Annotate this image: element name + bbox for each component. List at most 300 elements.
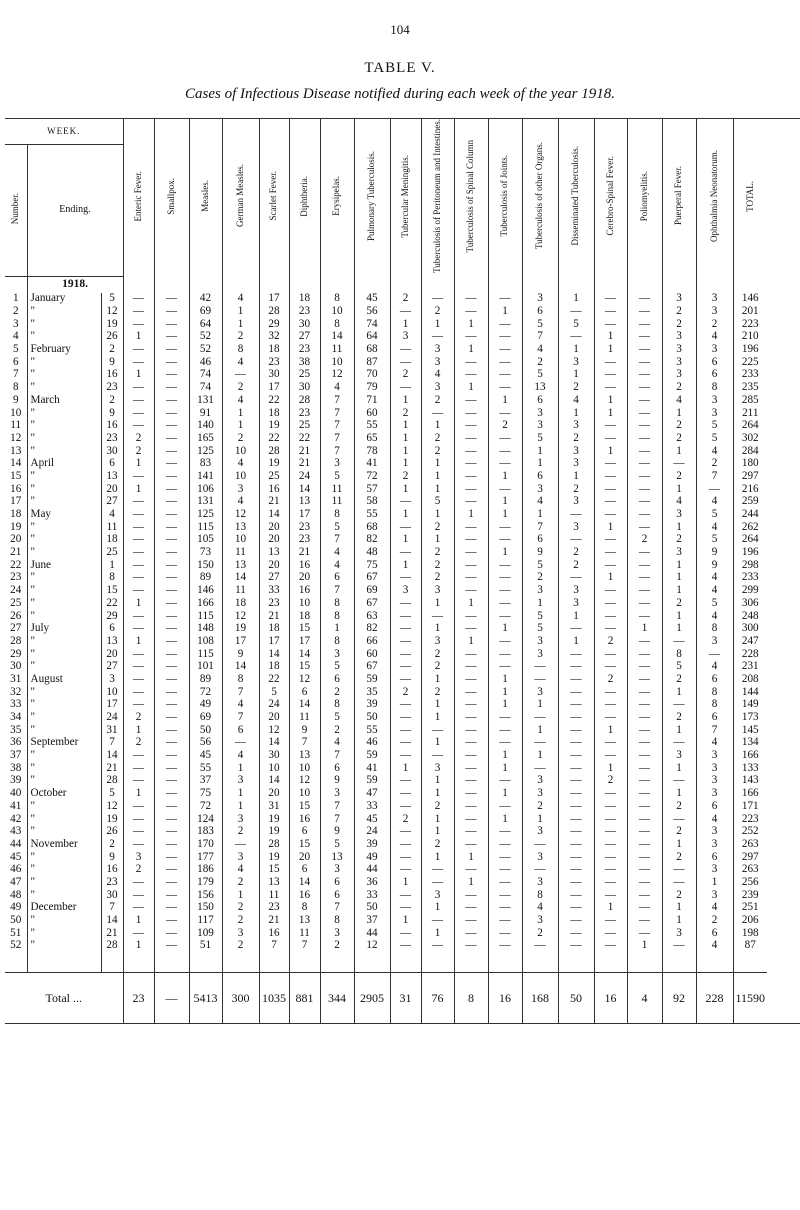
count-cell: 1 xyxy=(594,724,627,737)
count-cell: 1 xyxy=(421,622,454,635)
count-cell: 16 xyxy=(259,483,289,496)
count-cell: 4 xyxy=(696,610,733,623)
count-cell: 1 xyxy=(594,343,627,356)
count-cell: 3 xyxy=(522,787,558,800)
count-cell: — xyxy=(454,699,488,712)
count-cell: — xyxy=(123,521,154,534)
count-cell: 82 xyxy=(354,534,390,547)
count-cell: 3 xyxy=(696,787,733,800)
count-cell: — xyxy=(454,749,488,762)
count-cell: — xyxy=(488,724,522,737)
table-row xyxy=(5,914,800,927)
count-cell: 6 xyxy=(289,825,320,838)
count-cell: 82 xyxy=(354,622,390,635)
count-cell: 233 xyxy=(733,572,767,585)
count-cell: — xyxy=(627,749,662,762)
count-cell: — xyxy=(558,673,594,686)
count-cell: 2 xyxy=(662,534,696,547)
count-cell: 3 xyxy=(522,407,558,420)
count-cell: 7 xyxy=(320,394,354,407)
week-day: 18 xyxy=(101,534,123,547)
week-number: 46 xyxy=(10,863,22,876)
count-cell: — xyxy=(454,838,488,851)
count-cell: — xyxy=(662,458,696,471)
week-month: " xyxy=(27,470,101,483)
count-cell: 33 xyxy=(354,889,390,902)
count-cell: 57 xyxy=(354,483,390,496)
count-cell: 4 xyxy=(222,356,259,369)
count-cell: 50 xyxy=(354,711,390,724)
week-month: " xyxy=(27,483,101,496)
count-cell: 263 xyxy=(733,864,767,877)
table-row xyxy=(5,762,800,775)
week-day: 5 xyxy=(101,293,123,306)
count-cell: 35 xyxy=(354,686,390,699)
count-cell: 28 xyxy=(259,445,289,458)
count-cell: 63 xyxy=(354,610,390,623)
week-number: 48 xyxy=(10,888,22,901)
count-cell: 1 xyxy=(488,305,522,318)
table-row xyxy=(5,876,800,889)
count-cell: 2 xyxy=(522,927,558,940)
count-cell: 13 xyxy=(522,381,558,394)
count-cell: — xyxy=(627,724,662,737)
count-cell: — xyxy=(123,838,154,851)
week-month: " xyxy=(27,825,101,838)
count-cell: 1 xyxy=(222,889,259,902)
count-cell: — xyxy=(154,661,189,674)
count-cell: 1 xyxy=(627,940,662,953)
count-cell: 1 xyxy=(390,559,421,572)
count-cell: — xyxy=(594,305,627,318)
week-number: 31 xyxy=(10,673,22,685)
count-cell: 28 xyxy=(259,305,289,318)
count-cell: 7 xyxy=(320,584,354,597)
col-diphtheria: Diphtheria. xyxy=(289,119,320,277)
count-cell: 7 xyxy=(320,534,354,547)
count-cell: 5 xyxy=(421,496,454,509)
count-cell: 4 xyxy=(320,737,354,750)
count-cell: 11 xyxy=(289,927,320,940)
count-cell: — xyxy=(454,724,488,737)
count-cell: 10 xyxy=(320,356,354,369)
count-cell: 166 xyxy=(733,749,767,762)
count-cell: — xyxy=(154,940,189,953)
count-cell: — xyxy=(627,483,662,496)
total-cell: 31 xyxy=(390,973,421,1024)
week-number: 22 xyxy=(10,559,22,571)
count-cell: 24 xyxy=(289,470,320,483)
count-cell: — xyxy=(594,711,627,724)
count-cell: 1 xyxy=(662,762,696,775)
count-cell: 14 xyxy=(259,508,289,521)
count-cell: 7 xyxy=(320,419,354,432)
count-cell: 13 xyxy=(289,496,320,509)
count-cell: 1 xyxy=(488,749,522,762)
week-day: 17 xyxy=(101,699,123,712)
count-cell: — xyxy=(558,331,594,344)
count-cell: 22 xyxy=(259,394,289,407)
count-cell: 3 xyxy=(222,927,259,940)
week-number: 7 xyxy=(12,368,19,381)
count-cell: 2 xyxy=(320,724,354,737)
count-cell: 6 xyxy=(522,470,558,483)
count-cell: 16 xyxy=(289,813,320,826)
count-cell: — xyxy=(390,635,421,648)
count-cell: — xyxy=(627,369,662,382)
week-number: 40 xyxy=(10,787,22,800)
count-cell: 2 xyxy=(320,940,354,953)
count-cell: — xyxy=(662,699,696,712)
count-cell: — xyxy=(154,711,189,724)
count-cell: — xyxy=(123,699,154,712)
count-cell: — xyxy=(594,508,627,521)
week-month: " xyxy=(27,610,101,623)
count-cell: — xyxy=(627,813,662,826)
count-cell: — xyxy=(627,419,662,432)
col-total: TOTAL. xyxy=(733,119,767,277)
count-cell: 20 xyxy=(259,534,289,547)
count-cell: 1 xyxy=(390,914,421,927)
count-cell: 6 xyxy=(320,762,354,775)
count-cell: — xyxy=(454,356,488,369)
count-cell: 7 xyxy=(522,331,558,344)
count-cell: 5 xyxy=(696,597,733,610)
count-cell: — xyxy=(123,800,154,813)
count-cell: 2 xyxy=(662,673,696,686)
count-cell: 1 xyxy=(558,293,594,306)
count-cell: 299 xyxy=(733,584,767,597)
count-cell: — xyxy=(222,369,259,382)
count-cell: — xyxy=(454,673,488,686)
count-cell: — xyxy=(558,648,594,661)
count-cell: 1 xyxy=(488,622,522,635)
count-cell: 1 xyxy=(390,458,421,471)
count-cell: 231 xyxy=(733,661,767,674)
count-cell: 66 xyxy=(354,635,390,648)
count-cell: 12 xyxy=(259,724,289,737)
count-cell: — xyxy=(154,394,189,407)
count-cell: — xyxy=(488,825,522,838)
count-cell: 4 xyxy=(696,572,733,585)
count-cell: 1 xyxy=(662,787,696,800)
count-cell: 21 xyxy=(289,445,320,458)
count-cell: 2 xyxy=(390,293,421,306)
count-cell: 300 xyxy=(733,622,767,635)
count-cell: 7 xyxy=(289,737,320,750)
table-subtitle: Cases of Infectious Disease notified during each week of the year 1918. xyxy=(185,86,615,102)
count-cell: — xyxy=(627,293,662,306)
count-cell: 1 xyxy=(421,825,454,838)
count-cell: 4 xyxy=(696,496,733,509)
count-cell: — xyxy=(454,394,488,407)
count-cell: — xyxy=(627,851,662,864)
count-cell: 14 xyxy=(320,331,354,344)
count-cell: 2 xyxy=(594,635,627,648)
count-cell: 2 xyxy=(558,559,594,572)
count-cell: 143 xyxy=(733,775,767,788)
count-cell: 19 xyxy=(259,813,289,826)
count-cell: 5 xyxy=(696,419,733,432)
count-cell: 1 xyxy=(558,635,594,648)
count-cell: — xyxy=(594,838,627,851)
count-cell: — xyxy=(594,737,627,750)
count-cell: — xyxy=(627,331,662,344)
week-header: WEEK. xyxy=(5,119,123,145)
count-cell: — xyxy=(522,673,558,686)
count-cell: 4 xyxy=(222,699,259,712)
count-cell: 70 xyxy=(354,369,390,382)
total-cell: 8 xyxy=(454,973,488,1024)
count-cell: — xyxy=(558,864,594,877)
count-cell: 298 xyxy=(733,559,767,572)
week-month: November xyxy=(27,838,101,851)
count-cell: 115 xyxy=(189,648,222,661)
count-cell: 3 xyxy=(696,825,733,838)
week-day: 8 xyxy=(101,572,123,585)
count-cell: — xyxy=(390,381,421,394)
count-cell: — xyxy=(454,483,488,496)
count-cell: 9 xyxy=(289,724,320,737)
count-cell: — xyxy=(627,686,662,699)
count-cell: 1 xyxy=(662,572,696,585)
count-cell: — xyxy=(154,331,189,344)
week-month: October xyxy=(27,787,101,800)
count-cell: 2 xyxy=(390,407,421,420)
count-cell: — xyxy=(594,825,627,838)
count-cell: — xyxy=(154,597,189,610)
week-month: " xyxy=(27,940,101,953)
count-cell: 4 xyxy=(696,940,733,953)
count-cell: — xyxy=(594,559,627,572)
count-cell: — xyxy=(627,508,662,521)
week-day: 24 xyxy=(101,711,123,724)
week-month: " xyxy=(27,534,101,547)
table-row xyxy=(5,293,800,306)
count-cell: 1 xyxy=(662,559,696,572)
count-cell: 244 xyxy=(733,508,767,521)
count-cell: — xyxy=(123,622,154,635)
count-cell: 5 xyxy=(320,521,354,534)
count-cell: 211 xyxy=(733,407,767,420)
count-cell: 140 xyxy=(189,419,222,432)
count-cell: 13 xyxy=(289,749,320,762)
week-number: 12 xyxy=(10,432,22,444)
week-month: " xyxy=(27,686,101,699)
count-cell: — xyxy=(558,787,594,800)
count-cell: 50 xyxy=(354,902,390,915)
count-cell: 2 xyxy=(222,381,259,394)
count-cell: 1 xyxy=(558,407,594,420)
week-number: 24 xyxy=(10,584,22,597)
table-row xyxy=(5,470,800,483)
count-cell: 13 xyxy=(289,914,320,927)
count-cell: 3 xyxy=(522,825,558,838)
count-cell: 18 xyxy=(289,610,320,623)
count-cell: 6 xyxy=(696,356,733,369)
count-cell: — xyxy=(488,876,522,889)
count-cell: 18 xyxy=(259,622,289,635)
count-cell: 5 xyxy=(522,432,558,445)
count-cell: — xyxy=(154,521,189,534)
count-cell: 235 xyxy=(733,381,767,394)
table-row xyxy=(5,369,800,382)
count-cell: — xyxy=(390,775,421,788)
count-cell: — xyxy=(627,635,662,648)
count-cell: 8 xyxy=(320,597,354,610)
count-cell: — xyxy=(123,508,154,521)
count-cell: 15 xyxy=(289,800,320,813)
week-number: 32 xyxy=(10,685,22,698)
count-cell: — xyxy=(627,838,662,851)
count-cell: 20 xyxy=(259,559,289,572)
count-cell: — xyxy=(627,470,662,483)
count-cell: — xyxy=(594,432,627,445)
count-cell: 3 xyxy=(320,458,354,471)
count-cell: — xyxy=(558,775,594,788)
week-month: " xyxy=(27,876,101,889)
count-cell: 30 xyxy=(289,318,320,331)
total-cell: — xyxy=(154,973,189,1024)
week-day: 23 xyxy=(101,876,123,889)
count-cell: — xyxy=(594,356,627,369)
count-cell: — xyxy=(594,470,627,483)
count-cell: 1 xyxy=(421,483,454,496)
count-cell: 51 xyxy=(189,940,222,953)
count-cell: — xyxy=(594,699,627,712)
count-cell: 1 xyxy=(454,851,488,864)
count-cell: — xyxy=(488,559,522,572)
count-cell: 7 xyxy=(320,902,354,915)
count-cell: 4 xyxy=(222,394,259,407)
count-cell: — xyxy=(627,597,662,610)
count-cell: — xyxy=(390,800,421,813)
week-month: " xyxy=(27,419,101,432)
count-cell: 3 xyxy=(320,927,354,940)
week-number: 44 xyxy=(10,838,22,850)
week-number: 11 xyxy=(10,419,22,432)
count-cell: 1 xyxy=(421,534,454,547)
count-cell: 1 xyxy=(522,458,558,471)
week-number: 9 xyxy=(12,394,19,406)
week-number: 37 xyxy=(10,749,22,762)
count-cell: 39 xyxy=(354,838,390,851)
count-cell: 1 xyxy=(558,369,594,382)
count-cell: — xyxy=(488,293,522,306)
count-cell: — xyxy=(594,318,627,331)
count-cell: 1 xyxy=(123,724,154,737)
count-cell: — xyxy=(454,445,488,458)
count-cell: 2 xyxy=(662,419,696,432)
count-cell: — xyxy=(421,940,454,953)
count-cell: 3 xyxy=(662,331,696,344)
count-cell: — xyxy=(123,305,154,318)
count-cell: 2 xyxy=(123,864,154,877)
count-cell: 1 xyxy=(662,584,696,597)
count-cell: 2 xyxy=(222,876,259,889)
count-cell: — xyxy=(123,762,154,775)
count-cell: 7 xyxy=(320,432,354,445)
count-cell: 1 xyxy=(390,432,421,445)
count-cell: 72 xyxy=(189,686,222,699)
week-day: 21 xyxy=(101,927,123,940)
week-number: 21 xyxy=(10,546,22,559)
count-cell: 2 xyxy=(123,432,154,445)
count-cell: 105 xyxy=(189,534,222,547)
week-number: 38 xyxy=(10,762,22,774)
week-day: 1 xyxy=(101,559,123,572)
count-cell: 2 xyxy=(421,546,454,559)
count-cell: 8 xyxy=(696,622,733,635)
count-cell: — xyxy=(123,686,154,699)
count-cell: 3 xyxy=(421,889,454,902)
count-cell: 3 xyxy=(390,584,421,597)
count-cell: 14 xyxy=(289,648,320,661)
count-cell: 47 xyxy=(354,787,390,800)
total-cell: 1035 xyxy=(259,973,289,1024)
count-cell: — xyxy=(558,851,594,864)
count-cell: 2 xyxy=(522,800,558,813)
count-cell: 1 xyxy=(488,699,522,712)
count-cell: 256 xyxy=(733,876,767,889)
count-cell: 5 xyxy=(696,432,733,445)
count-cell: — xyxy=(627,610,662,623)
count-cell: 19 xyxy=(259,851,289,864)
count-cell: — xyxy=(454,331,488,344)
week-day: 22 xyxy=(101,597,123,610)
count-cell: — xyxy=(627,775,662,788)
count-cell: — xyxy=(421,407,454,420)
total-cell: 228 xyxy=(696,973,733,1024)
count-cell: 3 xyxy=(522,419,558,432)
count-cell: 2 xyxy=(662,381,696,394)
count-cell: 78 xyxy=(354,445,390,458)
count-cell: 4 xyxy=(522,902,558,915)
count-cell: — xyxy=(123,927,154,940)
count-cell: 7 xyxy=(696,724,733,737)
count-cell: — xyxy=(454,825,488,838)
week-day: 30 xyxy=(101,445,123,458)
count-cell: 74 xyxy=(189,381,222,394)
week-day: 19 xyxy=(101,318,123,331)
count-cell: 7 xyxy=(222,711,259,724)
count-cell: 2 xyxy=(421,394,454,407)
count-cell: 74 xyxy=(354,318,390,331)
count-cell: 2 xyxy=(421,305,454,318)
count-cell: — xyxy=(488,597,522,610)
count-cell: 89 xyxy=(189,673,222,686)
week-day: 25 xyxy=(101,546,123,559)
count-cell: 3 xyxy=(662,356,696,369)
count-cell: — xyxy=(558,737,594,750)
count-cell: 1 xyxy=(594,407,627,420)
count-cell: 285 xyxy=(733,394,767,407)
table-row xyxy=(5,546,800,559)
count-cell: 69 xyxy=(354,584,390,597)
count-cell: 1 xyxy=(454,318,488,331)
count-cell: — xyxy=(627,902,662,915)
table-row xyxy=(5,775,800,788)
count-cell: 1 xyxy=(488,470,522,483)
week-month: July xyxy=(27,622,101,635)
infectious-disease-table xyxy=(5,118,800,1024)
count-cell: — xyxy=(558,902,594,915)
count-cell: 1 xyxy=(222,800,259,813)
count-cell: — xyxy=(454,369,488,382)
count-cell: 1 xyxy=(662,407,696,420)
count-cell: 2 xyxy=(421,661,454,674)
count-cell: 9 xyxy=(222,648,259,661)
